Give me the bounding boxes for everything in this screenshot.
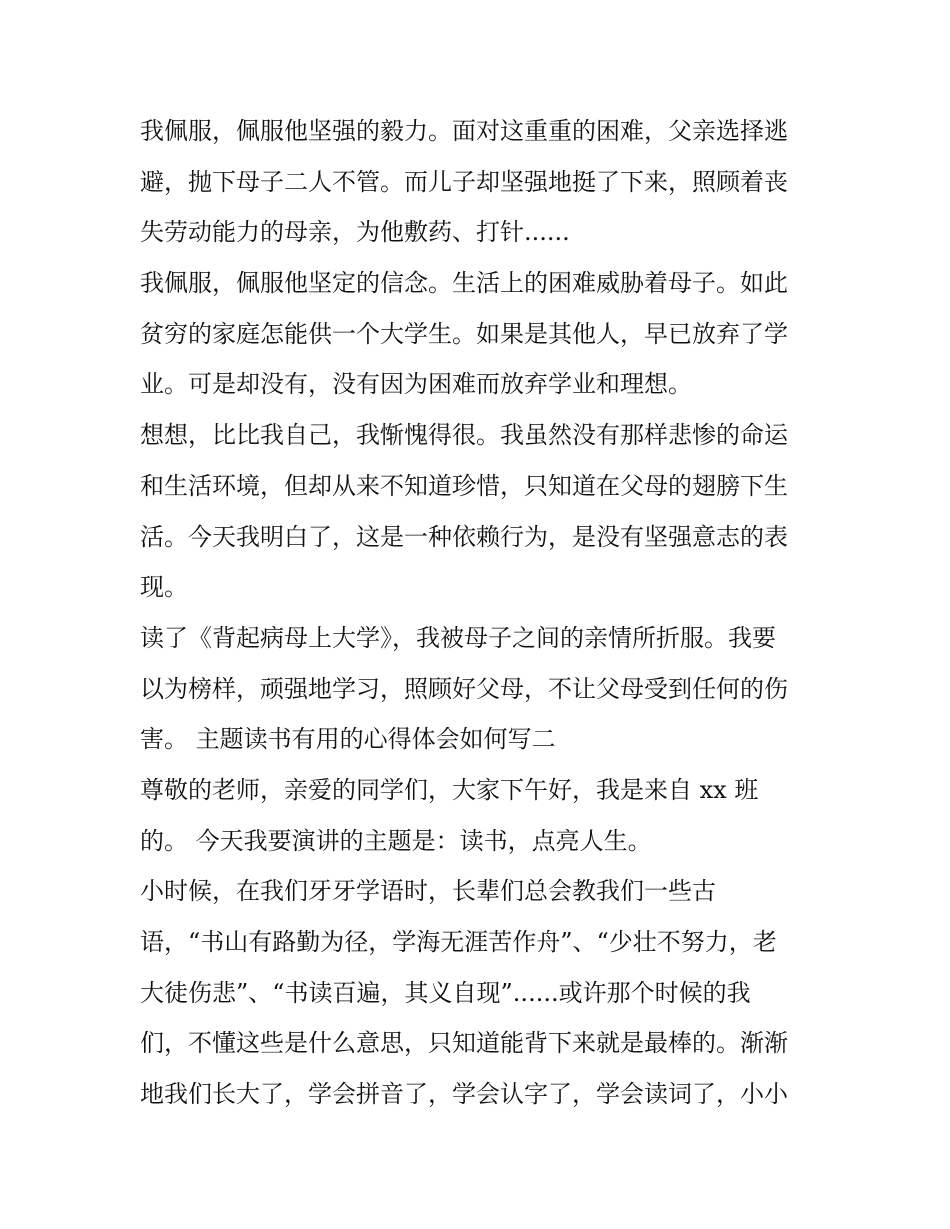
text-line: 语，“书山有路勤为径，学海无涯苦作舟”、“少壮不努力，老 [140,928,777,956]
body-text [140,106,820,1120]
text-line: 贫穷的家庭怎能供一个大学生。如果是其他人，早已放弃了学 [140,319,788,348]
text-line: 业。可是却没有，没有因为困难而放弃学业和理想。 [140,370,692,399]
text-line: 活。今天我明白了，这是一种依赖行为，是没有坚强意志的表 [140,522,788,551]
text-line: 失劳动能力的母亲，为他敷药、打针...... [140,218,570,247]
text-line: 想想，比比我自己，我惭愧得很。我虽然没有那样悲惨的命运 [140,421,788,450]
text-line: 们，不懂这些是什么意思，只知道能背下来就是最棒的。渐渐 [140,1029,788,1058]
text-line: 和生活环境，但却从来不知道珍惜，只知道在父母的翅膀下生 [140,471,788,500]
text-line: 地我们长大了，学会拼音了，学会认字了，学会读词了，小小 [140,1080,788,1109]
text-line: 的。 今天我要演讲的主题是：读书，点亮人生。 [140,826,652,855]
text-line: 读了《背起病母上大学》，我被母子之间的亲情所折服。我要 [140,623,776,652]
text-line: 以为榜样，顽强地学习，照顾好父母，不让父母受到任何的伤 [140,674,788,703]
text-line: 现。 [140,573,188,602]
text-line: 我佩服，佩服他坚定的信念。生活上的困难威胁着母子。如此 [140,269,788,298]
text-line: 尊敬的老师，亲爱的同学们，大家下午好，我是来自 xx 班 [140,775,759,804]
text-line: 小时候，在我们牙牙学语时，长辈们总会教我们一些古 [140,877,716,906]
text-line: 我佩服，佩服他坚强的毅力。面对这重重的困难，父亲选择逃 [140,117,788,145]
text-line: 避，抛下母子二人不管。而儿子却坚强地挺了下来，照顾着丧 [140,167,788,196]
text-line: 大徒伤悲”、“书读百遍，其义自现”......或许那个时候的我 [140,978,751,1007]
text-line: 害。 主题读书有用的心得体会如何写二 [140,725,556,754]
